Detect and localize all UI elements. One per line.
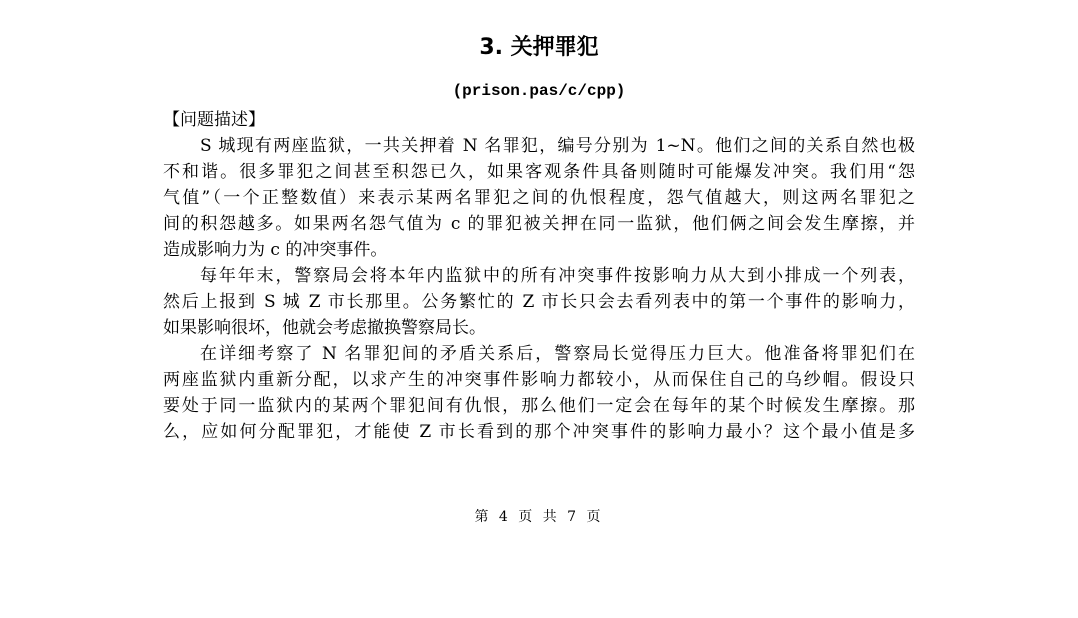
paragraph-line: 间的积怨越多。如果两名怨气值为 c 的罪犯被关押在同一监狱，他们俩之间会发生摩擦，并 <box>163 214 915 234</box>
paragraph-line: 要处于同一监狱内的某两个罪犯间有仇恨，那么他们一定会在每年的某个时候发生摩擦。那 <box>163 396 915 416</box>
paragraph-line: 每年年末，警察局会将本年内监狱中的所有冲突事件按影响力从大到小排成一个列表， <box>200 266 915 286</box>
problem-title: 3. 关押罪犯 <box>479 35 599 60</box>
paragraph-line: 在详细考察了 N 名罪犯间的矛盾关系后，警察局长觉得压力巨大。他准备将罪犯们在 <box>200 344 915 364</box>
problem-filename: (prison.pas/c/cpp) <box>452 82 626 100</box>
paragraph-line: 造成影响力为 c 的冲突事件。 <box>163 240 388 260</box>
paragraph-line: 气值”（一个正整数值）来表示某两名罪犯之间的仇恨程度，怨气值越大，则这两名罪犯之 <box>163 188 915 208</box>
page-number-footer: 第 4 页 共 7 页 <box>474 509 604 525</box>
paragraph-line: 两座监狱内重新分配，以求产生的冲突事件影响力都较小，从而保住自己的乌纱帽。假设只 <box>163 370 915 390</box>
paragraph-line: 么，应如何分配罪犯，才能使 Z 市长看到的那个冲突事件的影响力最小？这个最小值是多 <box>163 422 915 442</box>
paragraph-line: 如果影响很坏，他就会考虑撤换警察局长。 <box>163 318 486 338</box>
paragraph-line: 不和谐。很多罪犯之间甚至积怨已久，如果客观条件具备则随时可能爆发冲突。我们用“怨 <box>163 162 915 182</box>
paragraph-line: 然后上报到 S 城 Z 市长那里。公务繁忙的 Z 市长只会去看列表中的第一个事件的影响力， <box>163 292 915 312</box>
paragraph-line: S 城现有两座监狱，一共关押着 N 名罪犯，编号分别为 1~N。他们之间的关系自然也极 <box>200 136 915 156</box>
section-heading: 【问题描述】 <box>163 110 265 130</box>
